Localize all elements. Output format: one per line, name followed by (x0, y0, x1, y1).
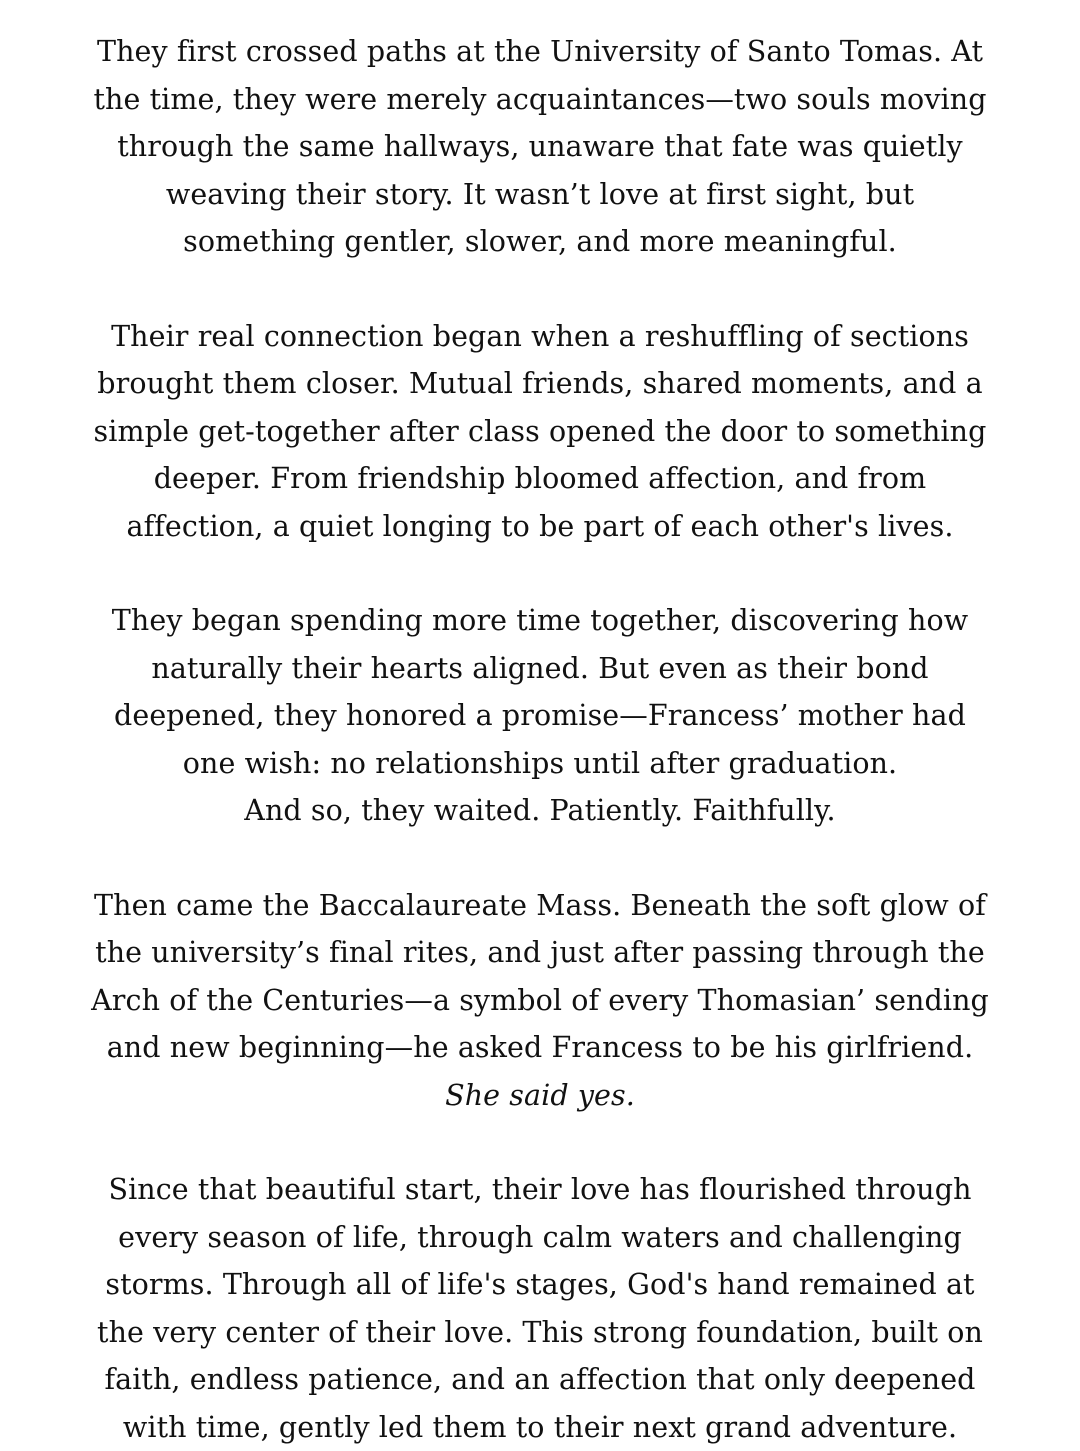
text-line: every season of life, through calm waters and challenging (0, 1214, 1080, 1262)
text-line: deepened, they honored a promise—Francess’ mother had (0, 692, 1080, 740)
text-line: weaving their story. It wasn’t love at first sight, but (0, 171, 1080, 219)
text-line: simple get-together after class opened the door to something (0, 408, 1080, 456)
text-line: Their real connection began when a reshuffling of sections (0, 313, 1080, 361)
text-line: Then came the Baccalaureate Mass. Beneath the soft glow of (0, 882, 1080, 930)
paragraph-connection (0, 313, 1080, 551)
text-line: storms. Through all of life's stages, God's hand remained at (0, 1261, 1080, 1309)
text-line: the time, they were merely acquaintances—two souls moving (0, 76, 1080, 124)
text-line: They first crossed paths at the University of Santo Tomas. At (0, 28, 1080, 76)
text-line: Arch of the Centuries—a symbol of every Thomasian’ sending (0, 977, 1080, 1025)
text-line: They began spending more time together, discovering how (0, 597, 1080, 645)
text-line: faith, endless patience, and an affection that only deepened (0, 1356, 1080, 1404)
she-said-yes-line: She said yes. (0, 1072, 1080, 1120)
paragraph-proposal (0, 882, 1080, 1120)
text-line: something gentler, slower, and more meaningful. (0, 218, 1080, 266)
paragraph-first-meeting (0, 28, 1080, 266)
text-line: the very center of their love. This strong foundation, built on (0, 1309, 1080, 1357)
paragraph-waiting (0, 597, 1080, 835)
text-line: and new beginning—he asked Francess to be his girlfriend. (0, 1024, 1080, 1072)
text-line: Since that beautiful start, their love has flourished through (0, 1166, 1080, 1214)
text-line: deeper. From friendship bloomed affection, and from (0, 455, 1080, 503)
text-line: naturally their hearts aligned. But even as their bond (0, 645, 1080, 693)
text-line: through the same hallways, unaware that fate was quietly (0, 123, 1080, 171)
text-line: brought them closer. Mutual friends, shared moments, and a (0, 360, 1080, 408)
text-line: the university’s final rites, and just after passing through the (0, 929, 1080, 977)
paragraph-flourishing (0, 1166, 1080, 1451)
text-line: one wish: no relationships until after graduation. (0, 740, 1080, 788)
text-line: And so, they waited. Patiently. Faithfully. (0, 787, 1080, 835)
text-line: affection, a quiet longing to be part of each other's lives. (0, 503, 1080, 551)
text-line: with time, gently led them to their next grand adventure. (0, 1404, 1080, 1451)
